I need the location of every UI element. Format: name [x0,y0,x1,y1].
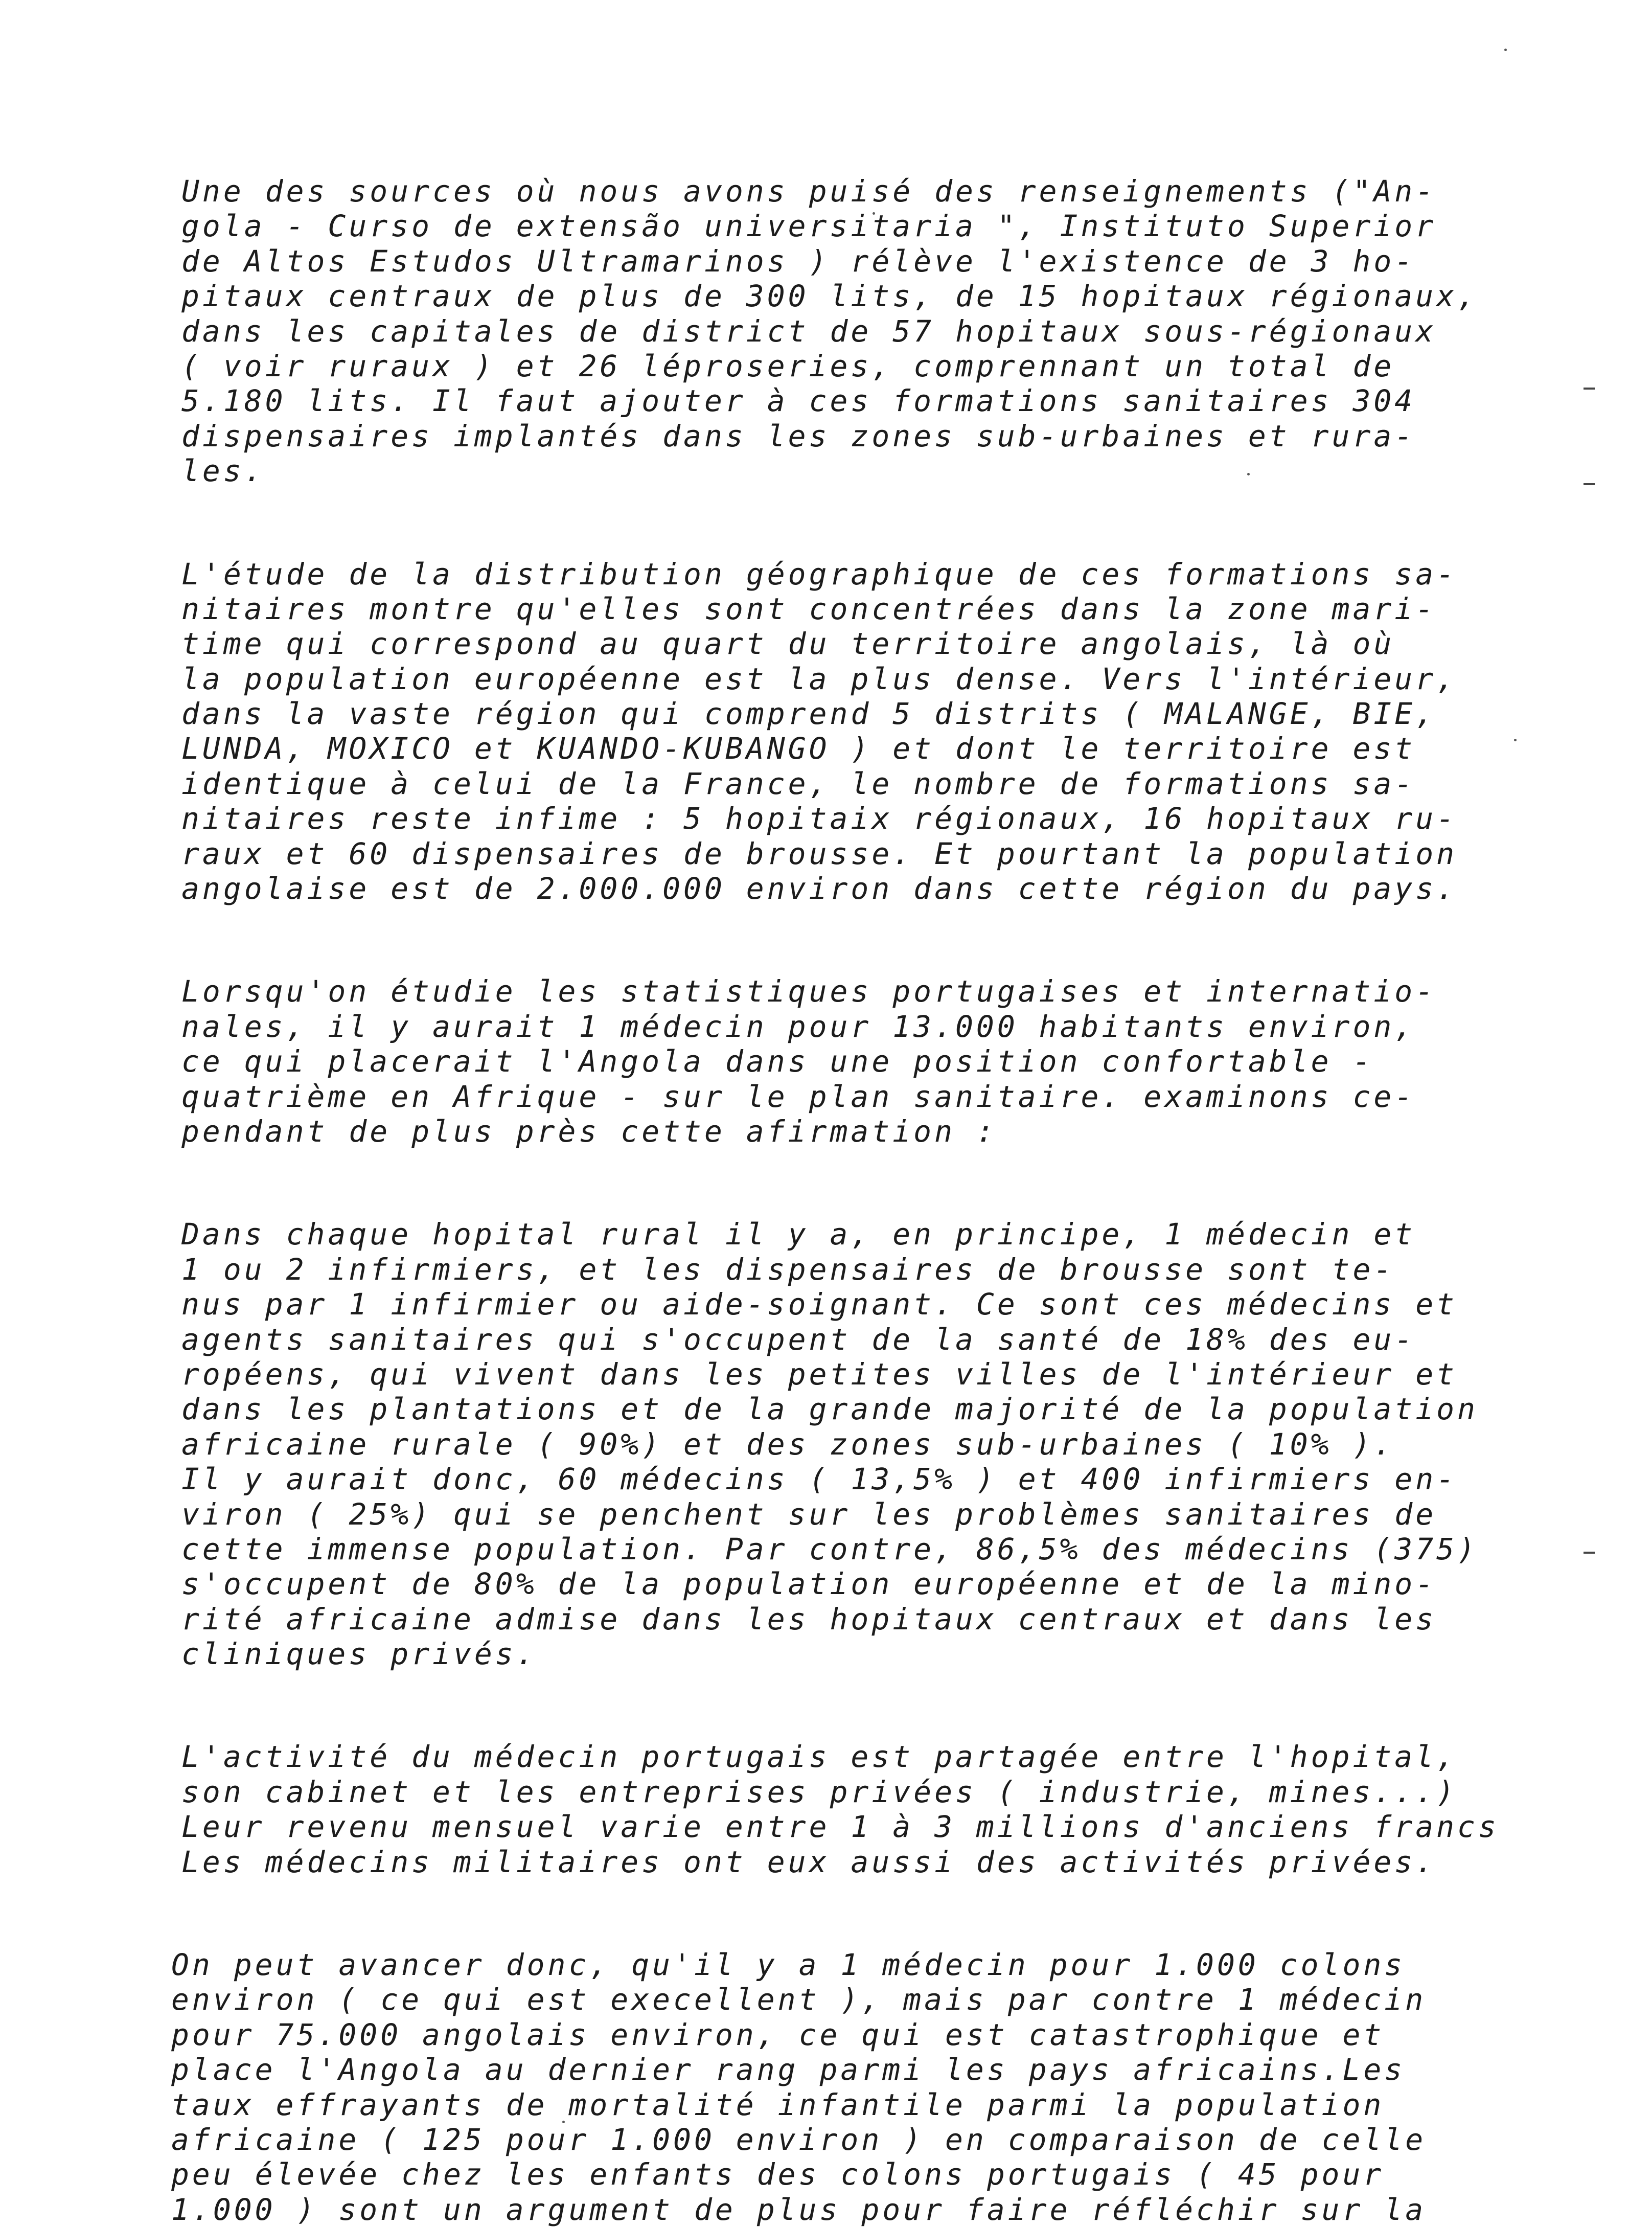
text-line: 1.000 ) sont un argument de plus pour faire réfléchir sur la [171,2192,1427,2227]
text-line: Les médecins militaires ont eux aussi des activités privées. [181,1844,1437,1879]
text-line: ( voir ruraux ) et 26 léproseries, comprennant un total de [181,348,1395,383]
paragraph-sources [181,174,1490,489]
text-line: dans les capitales de district de 57 hopitaux sous-régionaux [181,313,1437,349]
text-line: cliniques privés. [181,1637,537,1672]
text-line: quatrième en Afrique - sur le plan sanitaire. examinons ce- [181,1079,1416,1114]
text-line: pitaux centraux de plus de 300 lits, de 15 hopitaux régionaux, [181,279,1478,314]
text-line: Une des sources où nous avons puisé des renseignements ("An- [181,174,1437,209]
text-line: pendant de plus près cette afirmation : [181,1114,997,1149]
text-line: Il y aurait donc, 60 médecins ( 13,5% ) et 400 infirmiers en- [181,1462,1458,1497]
text-line: les. [181,453,265,489]
text-line: son cabinet et les entreprises privées ( industrie, mines...) [181,1774,1458,1809]
text-line: la population européenne est la plus dense. Vers l'intérieur, [181,661,1458,696]
text-line: environ ( ce qui est execellent ), mais par contre 1 médecin [171,1982,1427,2017]
text-line: Lorsqu'on étudie les statistiques portugaises et internatio- [181,974,1437,1009]
text-line: pour 75.000 angolais environ, ce qui est catastrophique et [171,2017,1385,2052]
text-line: Leur revenu mensuel varie entre 1 à 3 millions d'anciens francs [181,1809,1499,1845]
scan-speck [1504,49,1507,51]
text-line: viron ( 25%) qui se penchent sur les problèmes sanitaires de [181,1496,1437,1532]
text-line: s'occupent de 80% de la population européenne et de la mino- [181,1566,1437,1602]
text-line: L'activité du médecin portugais est partagée entre l'hopital, [181,1739,1458,1775]
text-line: time qui correspond au quart du territoire angolais, là où [181,626,1395,662]
scan-mark [1584,388,1595,390]
paragraph-conclusion [171,1947,1490,2227]
text-line: LUNDA, MOXICO et KUANDO-KUBANGO ) et dont le territoire est [181,731,1416,766]
typed-text-body [171,174,1499,2227]
text-line: 1 ou 2 infirmiers, et les dispensaires de brousse sont te- [181,1252,1395,1287]
text-line: taux effrayants de mortalité infantile parmi la population [171,2087,1385,2122]
text-line: gola - Curso de extensão universitaria ", Instituto Superior [181,209,1437,244]
text-line: angolaise est de 2.000.000 environ dans cette région du pays. [181,871,1458,906]
text-line: de Altos Estudos Ultramarinos ) rélève l'existence de 3 ho- [181,243,1416,279]
paragraph-distribution [181,557,1490,906]
text-line: ropéens, qui vivent dans les petites villes de l'intérieur et [181,1356,1458,1392]
text-line: africaine ( 125 pour 1.000 environ ) en comparaison de celle [171,2122,1427,2157]
text-line: peu élevée chez les enfants des colons portugais ( 45 pour [171,2157,1385,2192]
text-line: identique à celui de la France, le nombre de formations sa- [181,766,1416,801]
text-line: cette immense population. Par contre, 86,5% des médecins (375) [181,1531,1478,1566]
scan-speck [1514,739,1517,741]
text-line: nitaires montre qu'elles sont concentrées dans la zone mari- [181,591,1437,626]
paragraph-statistics [181,974,1490,1149]
paragraph-doctor-activity [181,1739,1499,1879]
text-line: africaine rurale ( 90%) et des zones sub-urbaines ( 10% ). [181,1426,1395,1462]
text-line: Dans chaque hopital rural il y a, en principe, 1 médecin et [181,1217,1416,1252]
scan-mark [1584,1552,1595,1554]
text-line: nales, il y aurait 1 médecin pour 13.000 habitants environ, [181,1009,1416,1044]
paragraph-rural-hospitals [181,1217,1490,1671]
text-line: L'étude de la distribution géographique de ces formations sa- [181,556,1458,592]
text-line: 5.180 lits. Il faut ajouter à ces formations sanitaires 304 [181,383,1416,419]
text-line: place l'Angola au dernier rang parmi les pays africains.Les [171,2052,1406,2087]
text-line: dans les plantations et de la grande majorité de la population [181,1392,1478,1427]
scan-mark [1584,483,1595,485]
text-line: nus par 1 infirmier ou aide-soignant. Ce sont ces médecins et [181,1287,1458,1322]
text-line: ce qui placerait l'Angola dans une position confortable - [181,1044,1374,1079]
text-line: dispensaires implantés dans les zones sub-urbaines et rura- [181,418,1416,453]
text-line: raux et 60 dispensaires de brousse. Et pourtant la population [181,836,1458,871]
text-line: rité africaine admise dans les hopitaux centraux et dans les [181,1601,1437,1637]
text-line: On peut avancer donc, qu'il y a 1 médecin pour 1.000 colons [171,1947,1406,1983]
text-line: agents sanitaires qui s'occupent de la santé de 18% des eu- [181,1322,1416,1357]
text-line: nitaires reste infime : 5 hopitaix régionaux, 16 hopitaux ru- [181,801,1458,836]
text-line: dans la vaste région qui comprend 5 distrits ( MALANGE, BIE, [181,696,1437,732]
